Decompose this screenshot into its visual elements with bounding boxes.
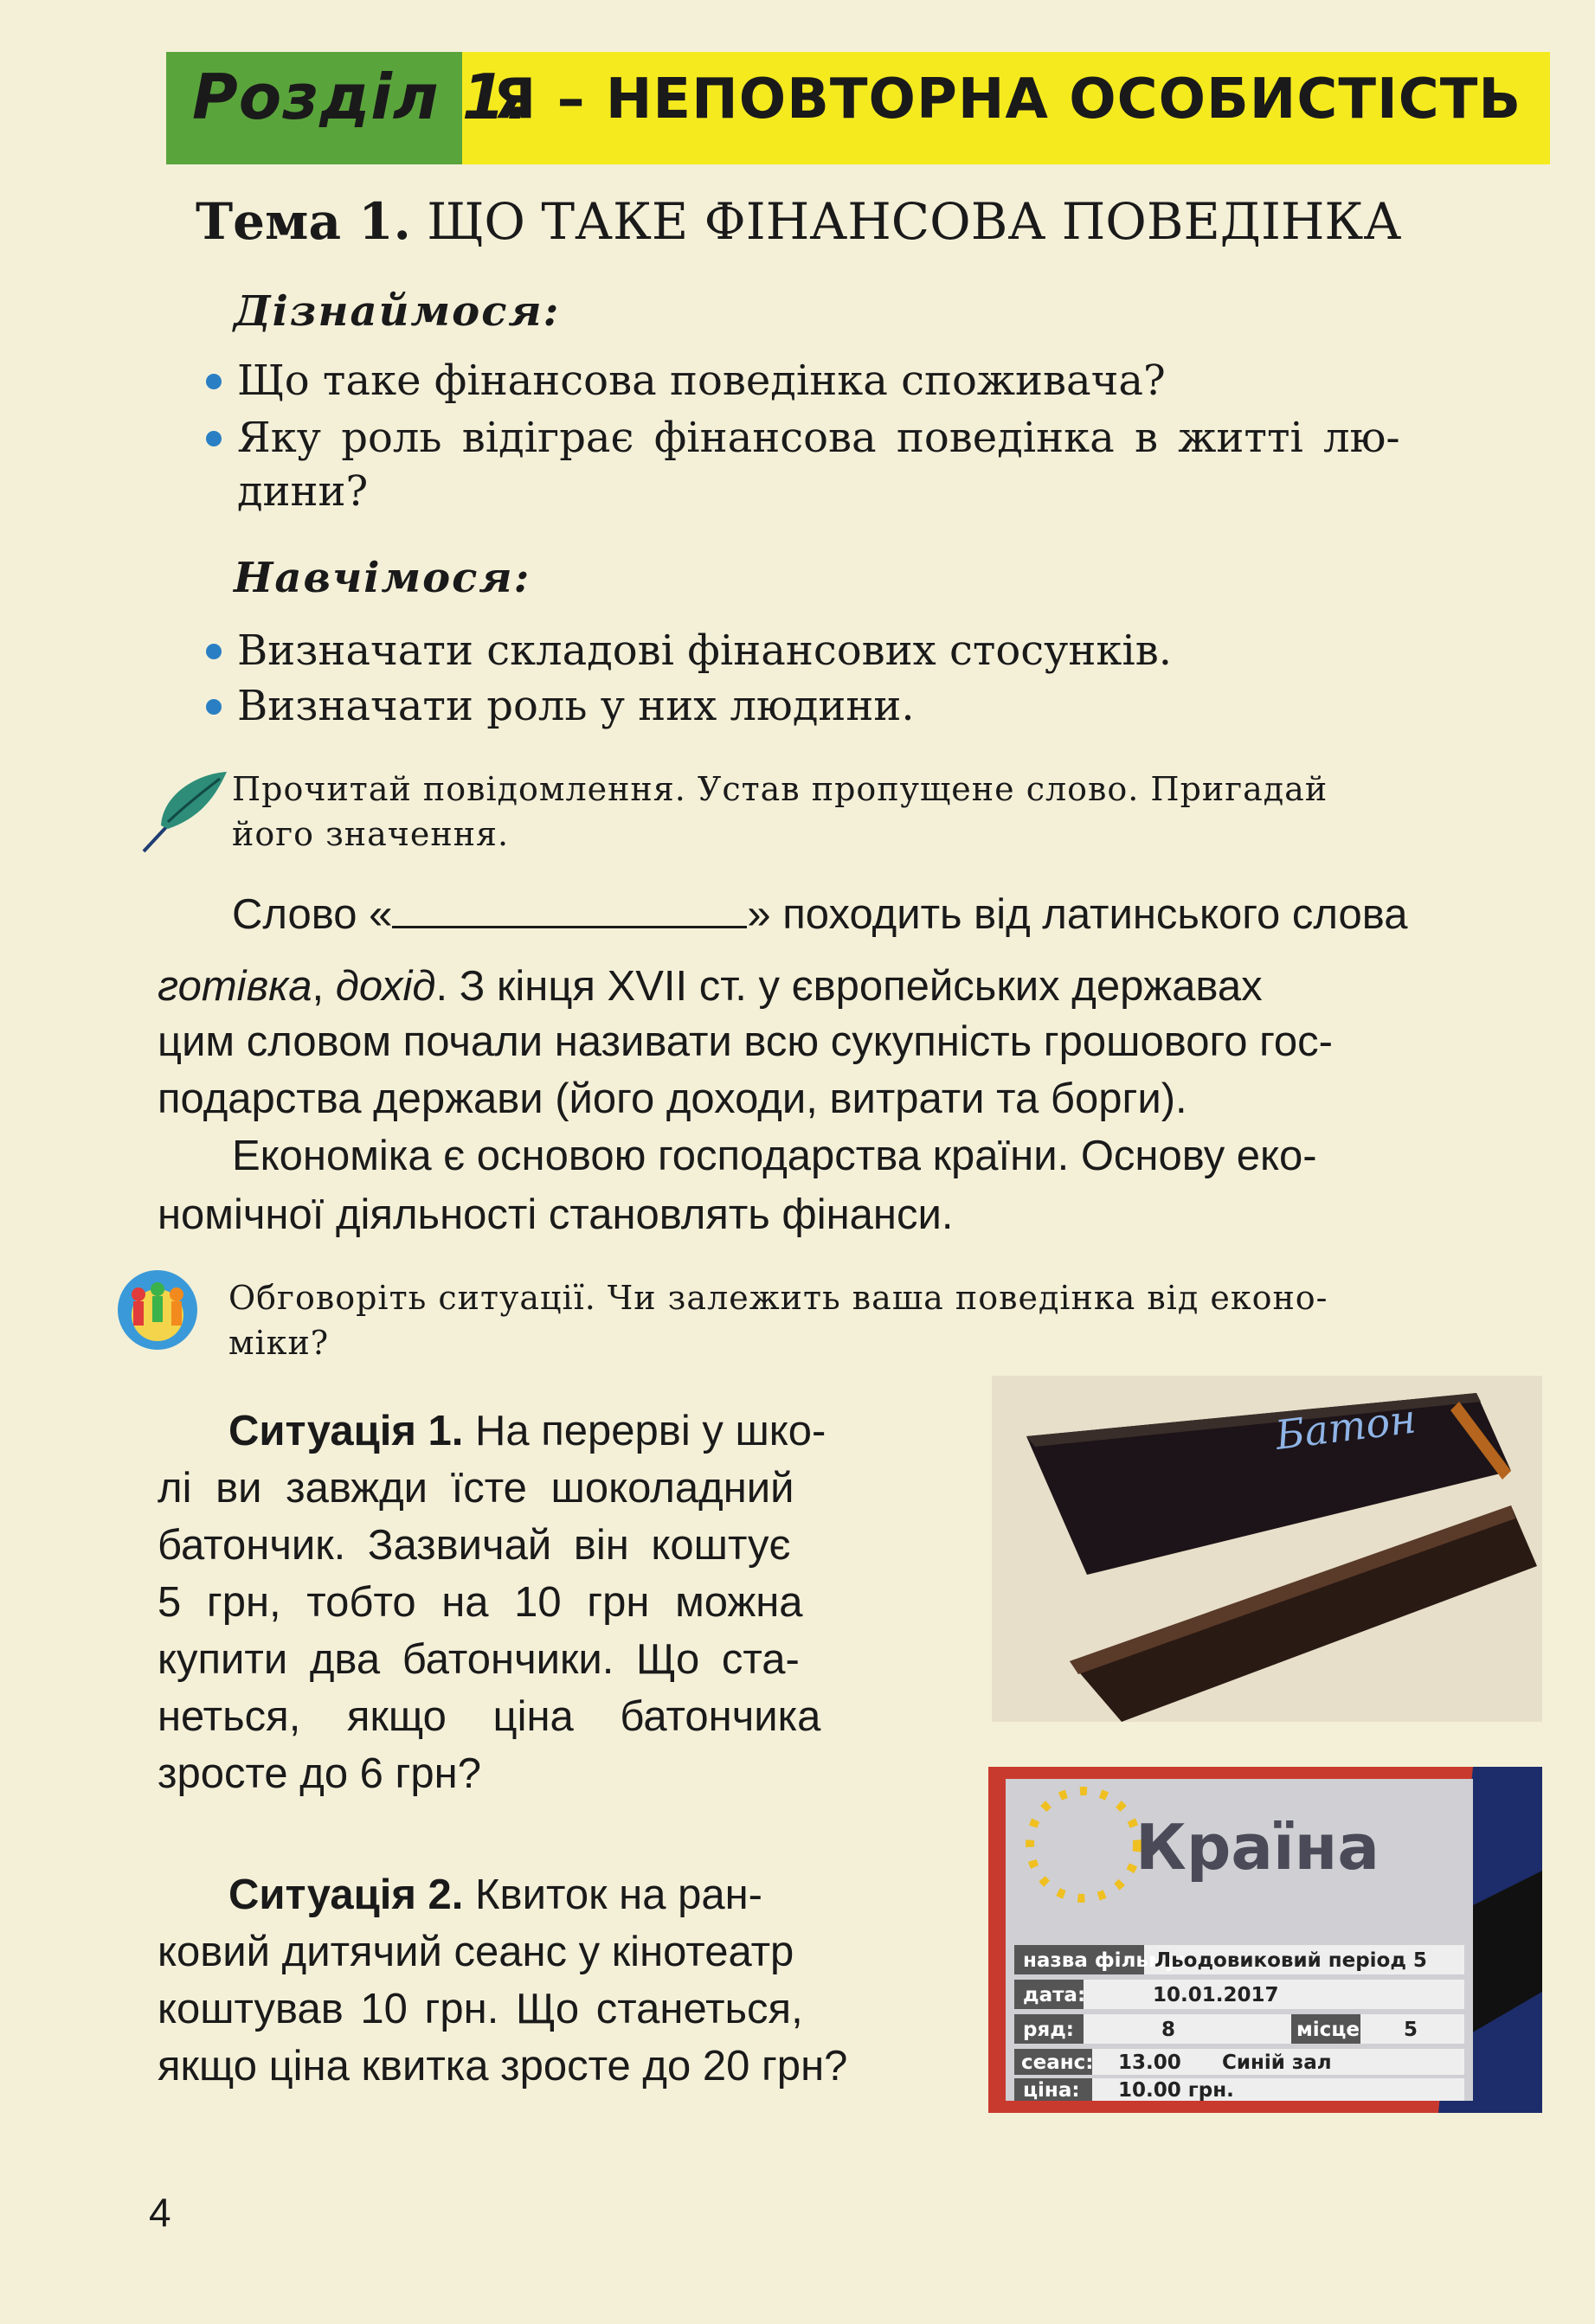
bullet-dot: [206, 374, 222, 389]
skills-item-1: Визначати складові фінансових стосунків.: [237, 626, 1173, 675]
situation2-line-3: коштував 10 грн. Що станеться,: [158, 1986, 803, 2032]
ticket-value-session: 13.00: [1118, 2051, 1181, 2074]
separator: ,: [312, 963, 336, 1010]
cinema-ticket-photo: [988, 1767, 1542, 2113]
text1-line-4: подарства держави (його доходи, витрати та борги).: [158, 1075, 1187, 1122]
learn-heading: Дізнаймося:: [234, 287, 561, 336]
task2-line-1: Обговоріть ситуації. Чи залежить ваша поведінка від еконо-: [228, 1279, 1328, 1317]
situation1-line-6: неться, якщо ціна батончика: [158, 1693, 821, 1740]
situation1-line-4: 5 грн, тобто на 10 грн можна: [158, 1579, 803, 1626]
ticket-label-seat: місце: [1296, 2019, 1360, 2041]
skills-item-2: Визначати роль у них людини.: [237, 682, 915, 730]
ticket-label-session: сеанс:: [1021, 2051, 1094, 2074]
learn-item-1: Що таке фінансова поведінка споживача?: [237, 356, 1166, 405]
ticket-value-film: Льодовиковий період 5: [1154, 1949, 1427, 1972]
situation1-line-7: зросте до 6 грн?: [158, 1750, 481, 1797]
feather-icon: [137, 768, 232, 855]
text1-line-3: цим словом почали називати всю сукупність грошового гос-: [158, 1018, 1334, 1065]
word-dokhid: дохід: [335, 963, 436, 1010]
ticket-label-date: дата:: [1023, 1984, 1086, 2006]
learn-item-2-cont: дини?: [237, 467, 369, 516]
task1-line-1: Прочитай повідомлення. Устав пропущене слово. Пригадай: [232, 770, 1328, 808]
situation1-text-1: На перерві у шко-: [463, 1408, 826, 1454]
ticket-value-price: 10.00 грн.: [1118, 2079, 1234, 2102]
situation2-line-1: [228, 1871, 762, 1918]
ticket-value-hall: Синій зал: [1222, 2051, 1332, 2074]
ticket-label-price: ціна:: [1023, 2079, 1080, 2102]
text1-line-1-start: Слово «: [232, 891, 393, 938]
bullet-dot: [206, 644, 222, 659]
section-title: Я – НЕПОВТОРНА ОСОБИСТІСТЬ: [493, 67, 1522, 132]
section-label: Розділ 1.: [192, 61, 531, 133]
ticket-label-film: назва фільму:: [1023, 1949, 1186, 1972]
cinema-name: Країна: [1135, 1811, 1380, 1884]
situation2-line-4: якщо ціна квитка зросте до 20 грн?: [158, 2043, 848, 2090]
situation1-line-3: батончик. Зазвичай він коштує: [158, 1522, 791, 1569]
bullet-dot: [206, 431, 222, 446]
situation1-line-5: купити два батончики. Що ста-: [158, 1636, 800, 1683]
page-number: 4: [149, 2190, 171, 2235]
ticket-value-date: 10.01.2017: [1153, 1984, 1279, 2006]
text1-line-5: Економіка є основою господарства країни. Основу еко-: [232, 1133, 1317, 1179]
missing-word-blank: [392, 891, 747, 928]
wrapper-text: Батон: [1272, 1395, 1418, 1459]
skills-heading: Навчімося:: [234, 554, 531, 602]
topic-name: ЩО ТАКЕ ФІНАНСОВА ПОВЕДІНКА: [427, 192, 1402, 251]
topic-title: [196, 192, 1401, 251]
learn-item-2: Яку роль відіграє фінансова поведінка в житті лю-: [237, 414, 1400, 462]
situation2-text-1: Квиток на ран-: [463, 1871, 762, 1918]
ticket-value-row: 8: [1161, 2019, 1176, 2041]
group-discussion-icon: [116, 1268, 199, 1351]
situation2-line-2: ковий дитячий сеанс у кінотеатр: [158, 1929, 794, 1975]
text1-line-1-end: » походить від латинського слова: [747, 891, 1408, 938]
situation2-label: Ситуація 2.: [228, 1871, 464, 1918]
ticket-value-seat: 5: [1404, 2019, 1418, 2041]
topic-number: Тема 1.: [196, 192, 411, 251]
text1-line-2-rest: . З кінця XVII ст. у європейських державах: [435, 963, 1263, 1010]
situation1-label: Ситуація 1.: [228, 1408, 464, 1454]
situation1-line-2: лі ви завжди їсте шоколадний: [158, 1465, 794, 1512]
task2-line-2: міки?: [228, 1324, 330, 1362]
situation1-line-1: [228, 1410, 826, 1453]
chocolate-bar-photo: [992, 1376, 1542, 1722]
ticket-label-row: ряд:: [1023, 2019, 1075, 2041]
task1-line-2: його значення.: [232, 815, 510, 853]
text1-line-1: [232, 891, 1407, 936]
text1-line-6: номічної діяльності становлять фінанси.: [158, 1191, 954, 1238]
word-gotivka: готівка: [158, 963, 312, 1010]
bullet-dot: [206, 699, 222, 715]
text1-line-2: [158, 963, 1263, 1010]
